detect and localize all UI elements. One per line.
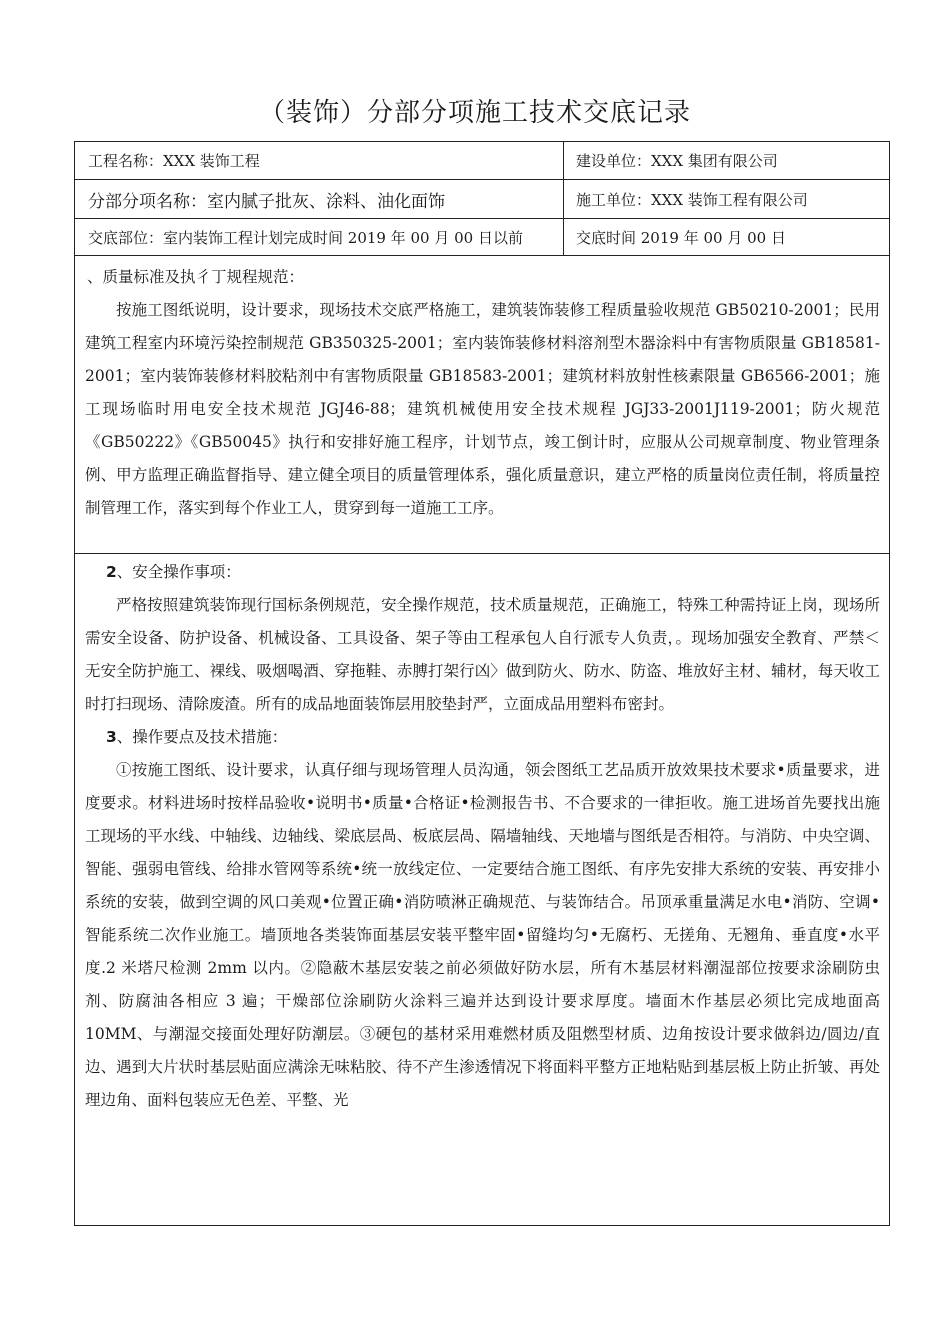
safety-and-technique-section (75, 554, 889, 1226)
section1-heading: 、质量标准及执彳丁规程规范： (87, 268, 305, 286)
section2-title: 、安全操作事项： (116, 563, 241, 581)
disclosure-location: 交底部位：室内装饰工程计划完成时间 2019 年 00 月 00 日以前 (75, 219, 564, 255)
client-unit: 建设单位：XXX 集团有限公司 (576, 152, 778, 170)
section3-number: 3 (106, 728, 117, 746)
subproject-name: 分部分项名称：室内腻子批灰、涂料、油化面饰 (75, 180, 564, 218)
section2-heading (75, 556, 889, 589)
project-name: 工程名称：XXX 装饰工程 (75, 142, 564, 179)
disclosure-date: 交底时间 2019 年 00 月 00 日 (576, 228, 786, 247)
header-row-1 (75, 142, 889, 180)
contractor-unit: 施工单位：XXX 装饰工程有限公司 (576, 190, 808, 209)
quality-standards-section (75, 256, 889, 554)
section3-title: 、操作要点及技术措施： (116, 728, 288, 746)
section3-body: ①按施工图纸、设计要求，认真仔细与现场管理人员沟通，领会图纸工艺品质开放效果技术要求•质量要求，进度要求。材料进场时按样品验收•说明书•质量•合格证•检测报告书、不合要求的一律拒收。施工进场首先要找出施工现场的平水线、中轴线、边轴线、梁底层咼、板底层咼、隔墙轴线、天地墙与图纸是否相符。与消防、中央空调、智能、强弱电管线、给排水管网等系统•统一放线定位、一定要结合施工图纸、有序先安排大系统的安装、再安排小系统的安装，做到空调的风口美观•位置正确•消防喷淋正确规范、与装饰结合。吊顶承重量满足水电•消防、空调•智能系统二次作业施工。墙顶地各类装饰面基层安装平整牢固•留缝均匀•无腐朽、无搓角、无翘角、垂直度•水平度.2 米塔尺检测 2mm 以内。②隐蔽木基层安装之前必须做好防水层，所有木基层材料潮湿部位按要求涂刷防虫剂、防腐油各相应 3 遍；干燥部位涂刷防火涂料三遍并达到设计要求厚度。墙面木作基层必须比完成地面高 10MM、与潮湿交接面处理好防潮层。③硬包的基材采用难燃材质及阻燃型材质、边角按设计要求做斜边/圆边/直边、遇到大片状时基层贴面应满涂无味粘胶、待不产生渗透情况下将面料平整方正地粘贴到基层板上防止折皱、再处理边角、面料包装应无色差、平整、光 (85, 761, 880, 1109)
section2-body: 严格按照建筑装饰现行国标条例规范，安全操作规范，技术质量规范，正确施工，特殊工种需持证上岗，现场所需安全设备、防护设备、机械设备、工具设备、架子等由工程承包人自行派专人负责，。现场加强安全教育、严禁＜无安全防护施工、裸线、吸烟喝酒、穿拖鞋、赤膊打架行凶〉做到防火、防水、防盗、堆放好主材、辅材，每天收工时打扫现场、清除废渣。所有的成品地面装饰层用胶垫封严，立面成品用塑料布密封。 (85, 596, 880, 713)
header-row-3 (75, 219, 889, 256)
header-row-2 (75, 180, 889, 219)
section3-heading (75, 721, 889, 754)
page-title: （装饰）分部分项施工技术交底记录 (258, 98, 691, 128)
section2-number: 2 (106, 563, 117, 581)
section1-body: 按施工图纸说明，设计要求，现场技术交底严格施工，建筑装饰装修工程质量验收规范 GB50210-2001；民用建筑工程室内环境污染控制规范 GB350325-2001；室内装饰装修材料溶剂型木器涂料中有害物质限量 GB18581-2001；室内装饰装修材料胶粘剂中有害物质限量 GB18583-2001；建筑材料放射性核素限量 GB6566-2001；施工现场临时用电安全技术规范 JGJ46-88；建筑机械使用安全技术规程 JGJ33-2001J119-2001；防火规范《GB50222》《GB50045》执行和安排好施工程序，计划节点，竣工倒计时，应服从公司规章制度、物业管理条例、甲方监理正确监督指导、建立健全项目的质量管理体系，强化质量意识，建立严格的质量岗位责任制，将质量控制管理工作，落实到每个作业工人，贯穿到每一道施工工序。 (85, 301, 880, 517)
record-table (74, 141, 890, 1226)
